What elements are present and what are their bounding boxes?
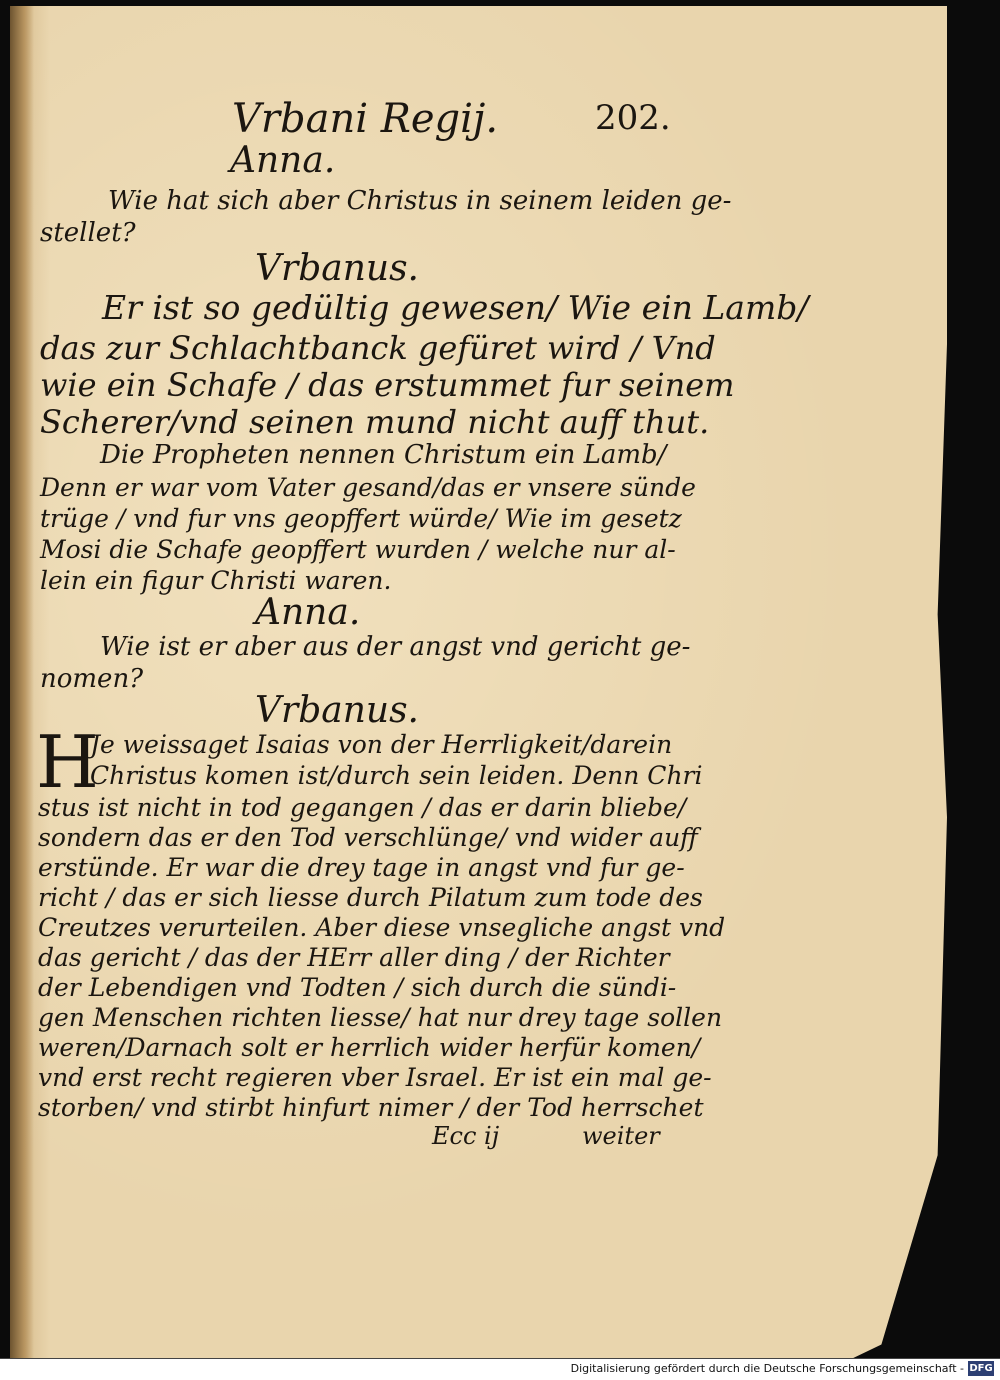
- text-line: lein ein figur Christi waren.: [40, 566, 392, 595]
- text-line: nomen?: [40, 664, 144, 694]
- signature-mark: Ecc ij: [432, 1122, 500, 1150]
- text-line: stellet?: [40, 218, 136, 248]
- text-line: weren/Darnach solt er herrlich wider herfür komen/: [38, 1033, 701, 1062]
- text-line: erstünde. Er war die drey tage in angst vnd fur ge-: [38, 853, 685, 882]
- text-line: Je weissaget Isaias von der Herrligkeit/darein: [90, 730, 673, 759]
- text-line: Er ist so gedültig gewesen/ Wie ein Lamb/: [102, 288, 809, 327]
- text-line: Mosi die Schafe geopffert wurden / welche nur al-: [40, 535, 676, 564]
- text-line: Denn er war vom Vater gesand/das er vnsere sünde: [40, 473, 696, 502]
- running-header-title: Vrbani Regij.: [232, 96, 499, 142]
- speaker-anna-1: Anna.: [230, 140, 336, 181]
- text-line: Wie ist er aber aus der angst vnd gericht ge-: [100, 632, 691, 662]
- text-line: das gericht / das der HErr aller ding / der Richter: [38, 943, 670, 972]
- dfg-logo-icon: DFG: [969, 1363, 993, 1374]
- footer-credit-text: Digitalisierung gefördert durch die Deutsche Forschungsgemeinschaft -: [570, 1362, 964, 1375]
- page-binding-shadow: [10, 6, 34, 1358]
- text-line: das zur Schlachtbanck gefüret wird / Vnd: [40, 329, 716, 367]
- catchword: weiter: [582, 1122, 660, 1150]
- text-line: vnd erst recht regieren vber Israel. Er ist ein mal ge-: [38, 1063, 712, 1092]
- text-line: stus ist nicht in tod gegangen / das er darin bliebe/: [38, 793, 687, 822]
- speaker-urbanus-2: Vrbanus.: [255, 690, 420, 731]
- text-line: der Lebendigen vnd Todten / sich durch die sündi-: [38, 973, 677, 1002]
- text-line: storben/ vnd stirbt hinfurt nimer / der Tod herrschet: [38, 1093, 704, 1122]
- speaker-urbanus-1: Vrbanus.: [255, 248, 420, 289]
- text-line: wie ein Schafe / das erstummet fur seinem: [40, 366, 735, 404]
- text-line: sondern das er den Tod verschlünge/ vnd wider auff: [38, 823, 698, 852]
- footer-bar: [0, 1358, 1000, 1380]
- page-number: 202.: [595, 98, 671, 138]
- speaker-anna-2: Anna.: [255, 592, 361, 633]
- text-line: richt / das er sich liesse durch Pilatum zum tode des: [38, 883, 703, 912]
- text-line: Christus komen ist/durch sein leiden. Denn Chri: [90, 761, 703, 790]
- text-line: gen Menschen richten liesse/ hat nur drey tage sollen: [38, 1003, 723, 1032]
- text-line: Wie hat sich aber Christus in seinem leiden ge-: [108, 186, 732, 216]
- drop-cap-initial: H: [36, 720, 99, 804]
- text-line: Die Propheten nennen Christum ein Lamb/: [100, 440, 667, 470]
- text-line: trüge / vnd fur vns geopffert würde/ Wie im gesetz: [40, 504, 682, 533]
- text-line: Creutzes verurteilen. Aber diese vnsegliche angst vnd: [38, 913, 726, 942]
- text-line: Scherer/vnd seinen mund nicht auff thut.: [40, 403, 710, 441]
